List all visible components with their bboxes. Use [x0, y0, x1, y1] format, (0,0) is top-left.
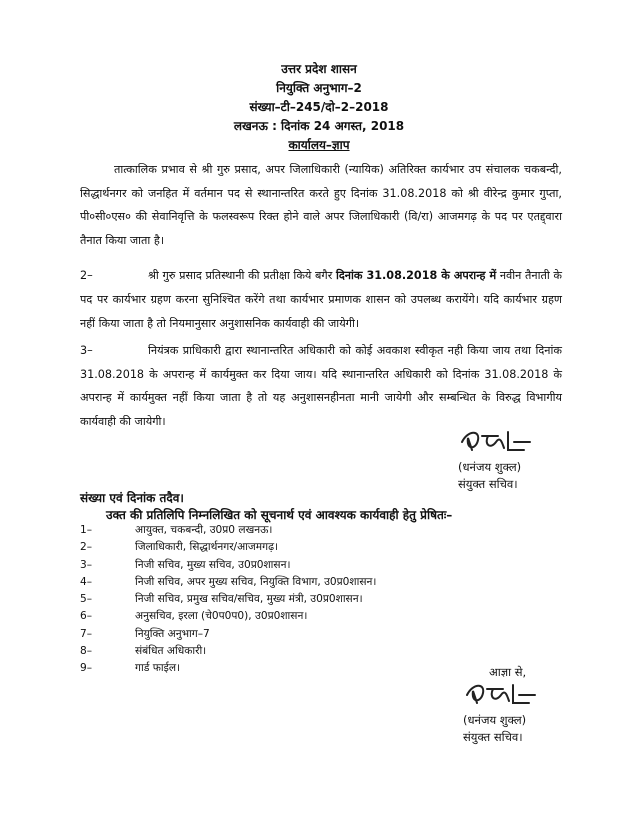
list-item: 4– निजी सचिव, अपर मुख्य सचिव, नियुक्ति विभाग, उ0प्र0शासन। — [80, 575, 377, 588]
paragraph-2-deadline: दिनांक 31.08.2018 के अपरान्ह में — [335, 269, 497, 283]
paragraph-2-number: 2– — [80, 269, 93, 283]
copy-intro: उक्त की प्रतिलिपि निम्नलिखित को सूचनार्थ एवं आवश्यक कार्यवाही हेतु प्रेषितः– — [106, 508, 453, 522]
list-item: 6– अनुसचिव, इरला (चे0प0प0), उ0प्र0शासन। — [80, 610, 308, 623]
signature-block-1 — [458, 428, 534, 493]
list-item: 2– जिलाधिकारी, सिद्धार्थनगर/आजमगढ़। — [80, 541, 279, 554]
signature-image-1 — [458, 428, 534, 454]
header-memo-title: कार्यालय–ज्ञाप — [288, 138, 350, 152]
copy-recipient-list — [80, 522, 500, 678]
header-number: संख्या–टी–245/दो–2–2018 — [249, 100, 389, 114]
memo-body — [80, 158, 562, 434]
header-date: लखनऊ : दिनांक 24 अगस्त, 2018 — [233, 119, 405, 133]
list-item: 3– निजी सचिव, मुख्य सचिव, उ0प्र0शासन। — [80, 558, 291, 571]
list-item: 8– संबंधित अधिकारी। — [80, 645, 207, 658]
signature-image-2 — [463, 681, 539, 707]
by-order-text: आज्ञा से, — [489, 665, 527, 679]
paragraph-1-text: तात्कालिक प्रभाव से श्री गुरु प्रसाद, अपर जिलाधिकारी (न्यायिक) अतिरिक्त कार्यभार उप संचालक चकबन्दी, सिद्धार्थनगर को जनहित में वर्तमान पद से स्थानान्तरित करते हुए दिनांक 31.08.2018 को श्री वीरेन्द्र कुमार गुप्ता, पी०सी०एस० की सेवानिवृत्ति के फलस्वरूप रिक्त होने वाले अपर जिलाधिकारी (वि/रा) आजमगढ़ के पद पर एतद्द्वारा तैनात किया जाता है। — [80, 163, 562, 247]
signatory-name-2: (धनंजय शुक्ल) — [463, 713, 527, 727]
paragraph-2 — [80, 264, 562, 335]
signatory-name-1: (धनंजय शुक्ल) — [458, 460, 522, 474]
list-item: 7– नियुक्ति अनुभाग–7 — [80, 627, 210, 640]
reference-line: संख्या एवं दिनांक तदैव। — [80, 491, 184, 505]
header-section: नियुक्ति अनुभाग–2 — [276, 81, 362, 95]
list-item: 9– गार्ड फाईल। — [80, 662, 181, 675]
list-item: 1– आयुक्त, चकबन्दी, उ0प्र0 लखनऊ। — [80, 524, 273, 536]
paragraph-3 — [80, 339, 562, 433]
paragraph-2-text-end: नवीन तैनाती के पद पर कार्यभार ग्रहण करना सुनिश्चित करेंगे तथा कार्यभार प्रमाणक शासन को उपलब्ध करायेंगे। यदि कार्यभार ग्रहण नहीं किया जाता है तो नियमानुसार अनुशासनिक कार्यवाही की जायेगी। — [80, 269, 563, 330]
paragraph-3-text: नियंत्रक प्राधिकारी द्वारा स्थानान्तरित अधिकारी को कोई अवकाश स्वीकृत नही किया जाय तथा दिनांक 31.08.2018 के अपरान्ह में कार्यमुक्त कर दिया जाय। यदि स्थानान्तरित अधिकारी को दिनांक 31.08.2018 के अपरान्ह में कार्यमुक्त नहीं किया जाता है तो यह अनुशासनहीनता मानी जायेगी और सम्बन्धित के विरुद्ध विभागीय कार्यवाही की जायेगी। — [80, 344, 562, 428]
paragraph-3-number: 3– — [80, 344, 93, 358]
signatory-designation-1: संयुक्त सचिव। — [458, 477, 518, 491]
paragraph-2-text-start: श्री गुरु प्रसाद प्रतिस्थानी की प्रतीक्षा किये बगैर — [148, 269, 333, 283]
list-item: 5– निजी सचिव, प्रमुख सचिव/सचिव, मुख्य मंत्री, उ0प्र0शासन। — [80, 593, 363, 606]
header-government: उत्तर प्रदेश शासन — [281, 62, 357, 76]
paragraph-1 — [80, 158, 562, 252]
signature-block-2 — [463, 664, 539, 746]
signatory-designation-2: संयुक्त सचिव। — [463, 730, 523, 744]
